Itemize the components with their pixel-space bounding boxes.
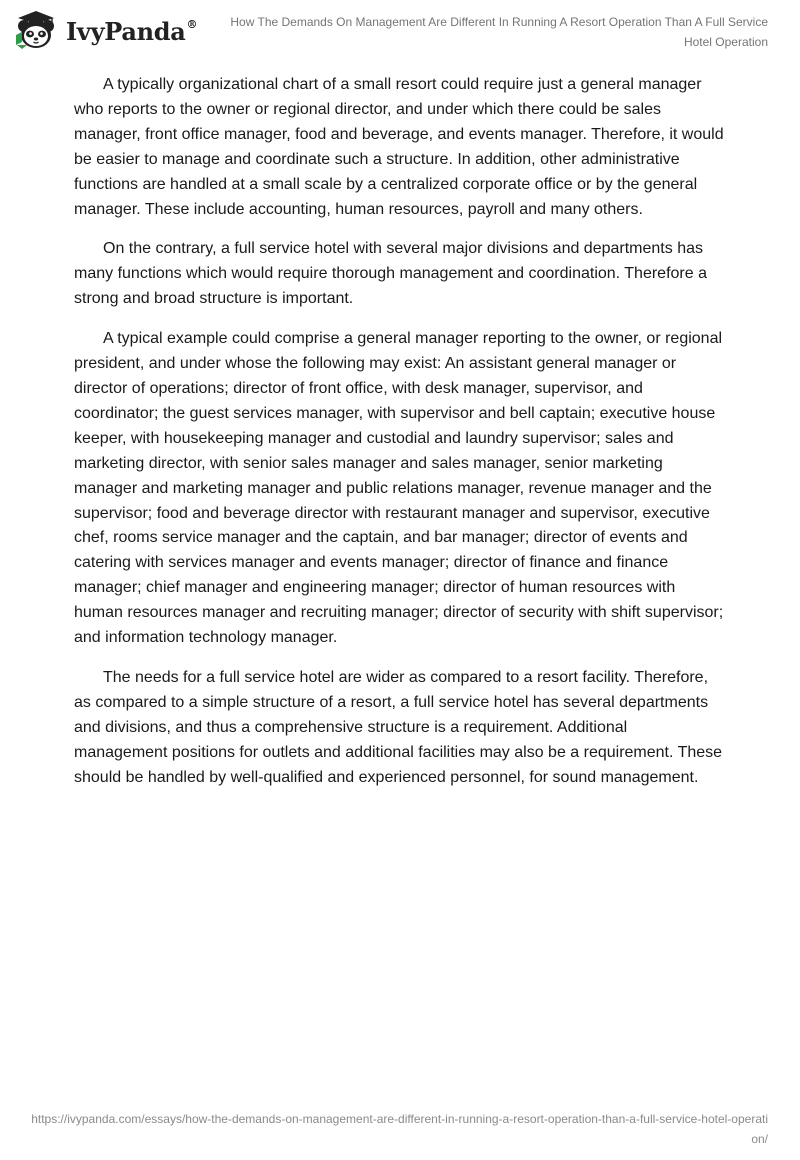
essay-body bbox=[74, 73, 724, 805]
paragraph: A typically organizational chart of a small resort could require just a general manager who reports to the owner or regional director, and under which there could be sales manager, front office manager, food and beverage, and events manager. Therefore, it would be easier to manage and coordinate such a structure. In addition, other administrative functions are handled at a small scale by a centralized corporate office or by the general manager. These include accounting, human resources, payroll and many others. bbox=[74, 76, 724, 218]
paragraph: On the contrary, a full service hotel with several major divisions and departments has many functions which would require thorough management and coordination. Therefore a strong and broad structure is important. bbox=[74, 240, 707, 308]
paragraph: A typical example could comprise a general manager reporting to the owner, or regional president, and under whose the following may exist: An assistant general manager or director of operations; director of front office, with desk manager, supervisor, and coordinator; the guest services manager, with supervisor and bell captain; executive house keeper, with housekeeping manager and custodial and laundry supervisor; sales and marketing director, with senior sales manager and sales manager, senior marketing manager and marketing manager and public relations manager, revenue manager and the supervisor; food and beverage director with restaurant manager and supervisor, executive chef, rooms service manager and the captain, and bar manager; director of events and catering with services manager and events manager; director of finance and finance manager; chief manager and engineering manager; director of human resources with human resources manager and recruiting manager; director of security with shift supervisor; and information technology manager. bbox=[74, 330, 724, 647]
document-title: How The Demands On Management Are Different In Running A Resort Operation Than A Full Service Hotel Operation bbox=[230, 15, 768, 49]
source-url[interactable]: https://ivypanda.com/essays/how-the-demands-on-management-are-different-in-running-a-resort-operation-than-a-full-service-hotel-operation/ bbox=[31, 1112, 768, 1146]
page-header bbox=[0, 0, 800, 60]
ivypanda-logo[interactable] bbox=[14, 9, 197, 51]
panda-graduate-icon bbox=[14, 9, 62, 51]
registered-mark: ® bbox=[186, 17, 198, 31]
brand-name: IvyPanda® bbox=[66, 16, 198, 46]
paragraph: The needs for a full service hotel are wider as compared to a resort facility. Therefore, as compared to a simple structure of a resort, a full service hotel has several departments and divisions, and thus a comprehensive structure is a requirement. Additional management positions for outlets and additional facilities may also be a requirement. These should be handled by well-qualified and experienced personnel, for sound management. bbox=[74, 668, 723, 786]
